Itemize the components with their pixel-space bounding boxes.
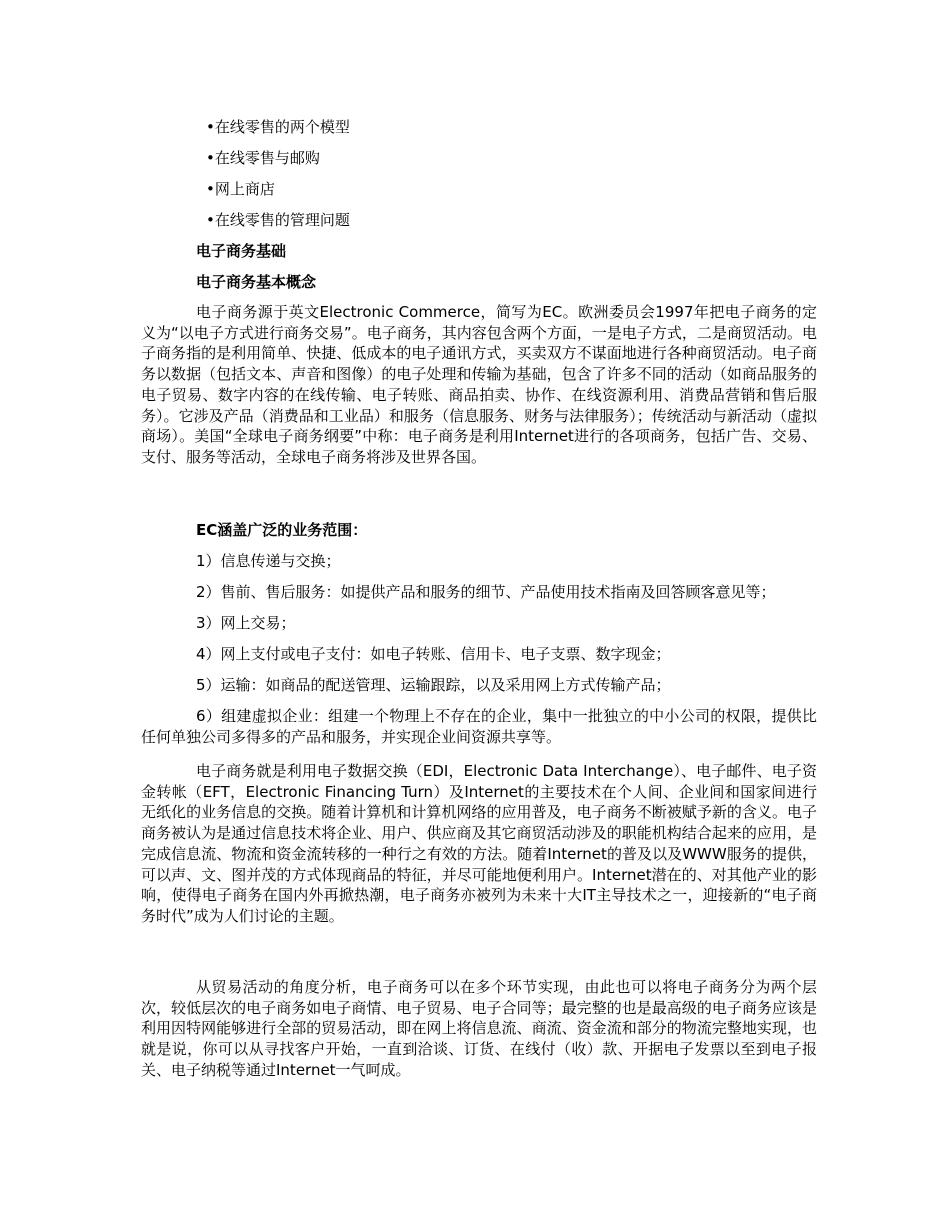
scope-list-item: 5）运输：如商品的配送管理、运输跟踪，以及采用网上方式传输产品； [196,676,671,694]
scope-list-item: 3）网上交易； [196,614,296,632]
scope-list-item: 4）网上支付或电子支付：如电子转账、信用卡、电子支票、数字现金； [196,645,671,663]
section-heading-basics: 电子商务基础 [196,242,287,260]
scope-list-item: 1）信息传递与交换； [196,552,341,570]
section-heading-scope: EC涵盖广泛的业务范围： [196,521,368,539]
bullet-item: •在线零售与邮购 [206,149,320,167]
bullet-item: •网上商店 [206,180,275,198]
section-heading-concepts: 电子商务基本概念 [196,273,317,291]
bullet-item: •在线零售的管理问题 [206,211,350,229]
paragraph-intro: 电子商务源于英文Electronic Commerce，简写为EC。欧洲委员会1997年把电子商务的定义为“以电子方式进行商务交易”。电子商务，其内容包含两个方面，一是电子方式，二是商贸活动。电子商务指的是利用简单、快捷、低成本的电子通讯方式，买卖双方不谋面地进行各种商贸活动。电子商务以数据（包括文本、声音和图像）的电子处理和传输为基础，包含了许多不同的活动（如商品服务的电子贸易、数字内容的在线传输、电子转账、商品拍卖、协作、在线资源利用、消费品营销和售后服务）。它涉及产品（消费品和工业品）和服务（信息服务、财务与法律服务）；传统活动与新活动（虚拟商场）。美国“全球电子商务纲要”中称：电子商务是利用Internet进行的各项商务，包括广告、交易、支付、服务等活动，全球电子商务将涉及世界各国。 [141,303,817,466]
paragraph-trade: 从贸易活动的角度分析，电子商务可以在多个环节实现，由此也可以将电子商务分为两个层次，较低层次的电子商务如电子商情、电子贸易、电子合同等；最完整的也是最高级的电子商务应该是利用因特网能够进行全部的贸易活动，即在网上将信息流、商流、资金流和部分的物流完整地实现，也就是说，你可以从寻找客户开始，一直到洽谈、订货、在线付（收）款、开据电子发票以至到电子报关、电子纳税等通过Internet一气呵成。 [141,978,817,1079]
bullet-item: •在线零售的两个模型 [206,118,350,136]
scope-list-item: 2）售前、售后服务：如提供产品和服务的细节、产品使用技术指南及回答顾客意见等； [196,583,776,601]
scope-list-item-6: 6）组建虚拟企业：组建一个物理上不存在的企业，集中一批独立的中小公司的权限，提供比任何单独公司多得多的产品和服务，并实现企业间资源共享等。 [141,707,817,746]
paragraph-edi: 电子商务就是利用电子数据交换（EDI，Electronic Data Interchange）、电子邮件、电子资金转帐（EFT，Electronic Financing Turn）及Internet的主要技术在个人间、企业间和国家间进行无纸化的业务信息的交换。随着计算机和计算机网络的应用普及，电子商务不断被赋予新的含义。电子商务被认为是通过信息技术将企业、用户、供应商及其它商贸活动涉及的职能机构结合起来的应用，是完成信息流、物流和资金流转移的一种行之有效的方法。随着Internet的普及以及WWW服务的提供，可以声、文、图并茂的方式体现商品的特征，并尽可能地便利用户。Internet潜在的、对其他产业的影响，使得电子商务在国内外再掀热潮，电子商务亦被列为未来十大IT主导技术之一，迎接新的“电子商务时代”成为人们讨论的主题。 [141,762,817,925]
